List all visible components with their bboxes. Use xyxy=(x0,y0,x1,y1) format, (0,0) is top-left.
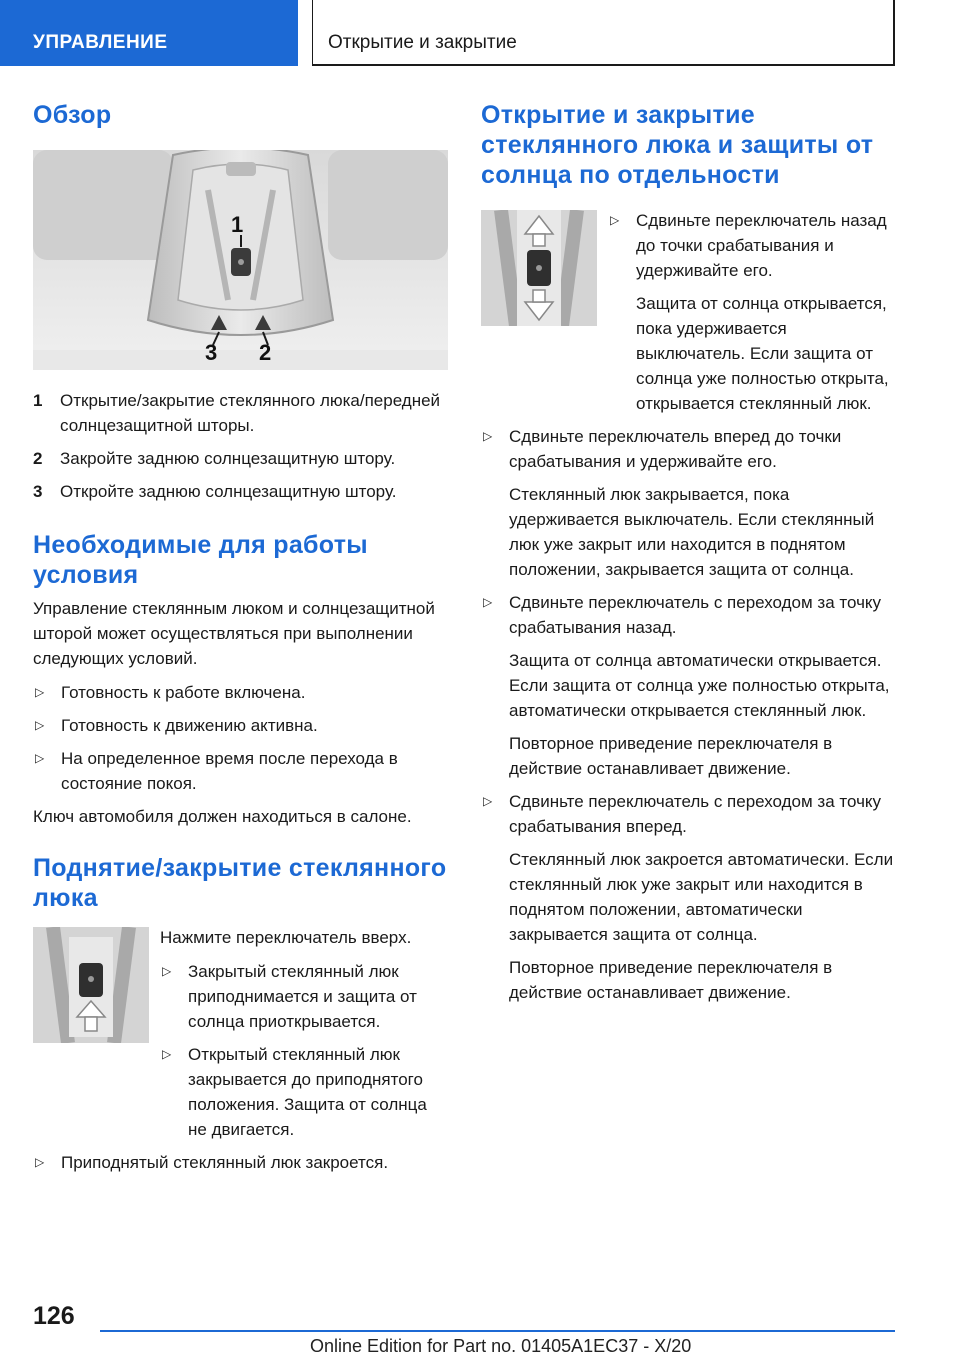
list-item-text: Сдвиньте переключатель назад до точки срабатывания и удерживайте его. xyxy=(636,211,887,280)
right-column xyxy=(481,100,896,1013)
raise-block xyxy=(33,925,448,1150)
list-item xyxy=(33,713,448,738)
separate-first-block xyxy=(481,208,896,424)
chapter-title: Открытие и закрытие xyxy=(312,0,895,66)
callout-1: 1 xyxy=(231,212,244,237)
legend-number: 3 xyxy=(33,482,43,501)
list-item-text: На определенное время после перехода в состояние покоя. xyxy=(61,749,398,793)
list-item-text: Сдвиньте переключатель вперед до точки срабатывания и удерживайте его. xyxy=(509,427,842,471)
legend-text: Закройте заднюю солнцезащитную штору. xyxy=(60,449,396,468)
left-column xyxy=(33,100,448,1183)
page-number: 126 xyxy=(33,1302,75,1330)
list-item xyxy=(160,959,448,1034)
switch-back-illustration xyxy=(481,210,597,326)
requirements-heading: Необходимые для работы условия xyxy=(33,531,368,589)
legend-number: 1 xyxy=(33,391,43,410)
legend-number: 2 xyxy=(33,449,43,468)
callout-3: 3 xyxy=(205,340,218,365)
callout-2: 2 xyxy=(259,340,272,365)
list-item-detail: Стеклянный люк закрывается, пока удерживается выключатель. Если стеклянный люк уже закрыт или находится в поднятом положении, закрывается защита от солнца. xyxy=(509,485,875,579)
list-item-text: Сдвиньте переключатель с переходом за точку срабатывания вперед. xyxy=(509,792,882,836)
list-item xyxy=(481,590,896,640)
list-item xyxy=(608,208,896,283)
legend-item xyxy=(33,479,448,504)
list-item xyxy=(481,789,896,839)
list-item-detail: Повторное приведение переключателя в действие останавливает движение. xyxy=(509,734,833,778)
list-item-text: Открытый стеклянный люк закрывается до приподнятого положения. Защита от солнца не двигается. xyxy=(188,1045,427,1139)
triangle-bullet-icon: ▷ xyxy=(483,429,493,443)
list-item-text: Готовность к работе включена. xyxy=(61,683,306,702)
list-item-detail: Повторное приведение переключателя в действие останавливает движение. xyxy=(509,958,833,1002)
roof-console-illustration xyxy=(33,150,448,370)
triangle-bullet-icon: ▷ xyxy=(35,751,45,765)
list-item-text: Закрытый стеклянный люк приподнимается и защита от солнца приоткрывается. xyxy=(188,962,417,1031)
switch-up-illustration xyxy=(33,927,149,1043)
list-item-detail: Защита от солнца автоматически открывается. Если защита от солнца уже полностью открыта, автоматически открывается стеклянный люк. xyxy=(509,651,890,720)
list-item xyxy=(33,680,448,705)
triangle-bullet-icon: ▷ xyxy=(35,1155,45,1169)
list-item-detail: Стеклянный люк закроется автоматически. Если стеклянный люк уже закрыт или находится в поднятом положении, автоматически закрывается защита от солнца. xyxy=(509,850,894,944)
requirements-note: Ключ автомобиля должен находиться в салоне. xyxy=(33,807,412,826)
switch-back-photo xyxy=(481,210,597,326)
list-item-text: Приподнятый стеклянный люк закроется. xyxy=(61,1153,389,1172)
legend-item xyxy=(33,388,448,438)
roof-console-photo xyxy=(33,150,448,370)
legend-text: Открытие/закрытие стеклянного люка/передней солнцезащитной шторы. xyxy=(60,391,441,435)
triangle-bullet-icon: ▷ xyxy=(35,718,45,732)
edition-note: Online Edition for Part no. 01405A1EC37 - X/20 xyxy=(310,1336,692,1356)
list-item-text: Сдвиньте переключатель с переходом за точку срабатывания назад. xyxy=(509,593,882,637)
list-item-detail: Защита от солнца открывается, пока удерживается выключатель. Если защита от солнца уже полностью открыта, открывается стеклянный люк. xyxy=(636,294,889,413)
overview-heading: Обзор xyxy=(33,101,112,129)
triangle-bullet-icon: ▷ xyxy=(162,1047,172,1061)
requirements-intro: Управление стеклянным люком и солнцезащитной шторой может осуществляться при выполнении следующих условий. xyxy=(33,599,435,668)
section-tab: УПРАВЛЕНИЕ xyxy=(0,0,298,66)
list-item xyxy=(481,424,896,474)
overview-legend xyxy=(33,388,448,504)
list-item xyxy=(160,1042,448,1142)
raise-instruction: Нажмите переключатель вверх. xyxy=(160,928,412,947)
list-item-text: Готовность к движению активна. xyxy=(61,716,318,735)
triangle-bullet-icon: ▷ xyxy=(162,964,172,978)
separate-heading: Открытие и закрытие стеклянного люка и защиты от солнца по отдельности xyxy=(481,101,874,189)
triangle-bullet-icon: ▷ xyxy=(35,685,45,699)
legend-text: Откройте заднюю солнцезащитную штору. xyxy=(60,482,397,501)
list-item xyxy=(33,1150,448,1175)
switch-up-photo xyxy=(33,927,149,1043)
triangle-bullet-icon: ▷ xyxy=(610,213,620,227)
footer-divider xyxy=(100,1330,895,1332)
triangle-bullet-icon: ▷ xyxy=(483,794,493,808)
list-item xyxy=(33,746,448,796)
raise-heading: Поднятие/закрытие стеклянного люка xyxy=(33,854,447,912)
triangle-bullet-icon: ▷ xyxy=(483,595,493,609)
legend-item xyxy=(33,446,448,471)
